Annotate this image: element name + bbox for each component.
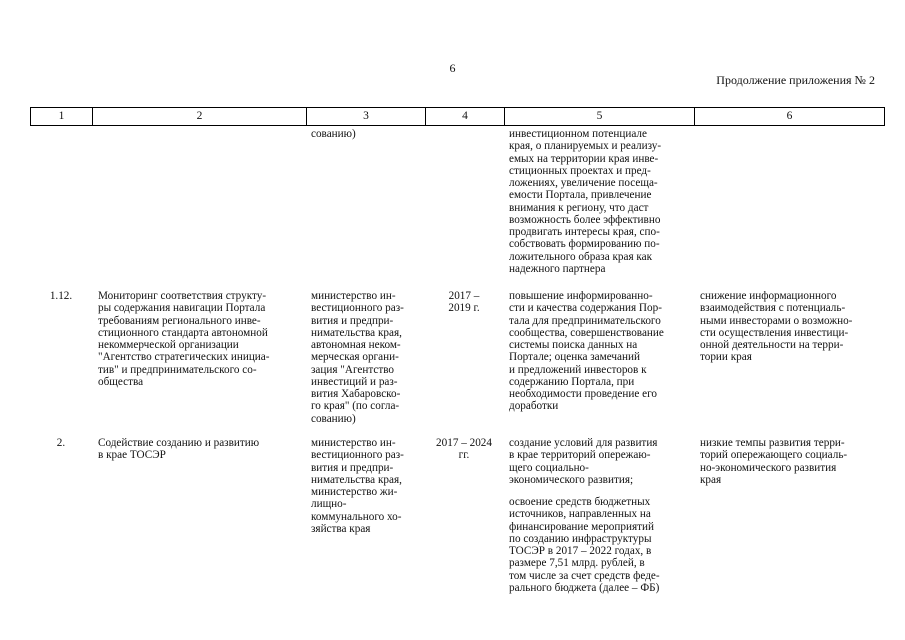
row-number: 2. (56, 437, 66, 449)
row-term: 2017 – 2024 гг. (436, 437, 492, 462)
page-number: 6 (449, 61, 456, 75)
row-measure: Мониторинг соответствия структу- ры содержания навигации Портала требованиям регионального инве- стиционного стандарта автономной некоммерческой организации "Агентство стратегических инициа- тив" и предпринимательского со- общества (98, 290, 270, 388)
column-header-4: 4 (426, 108, 505, 125)
continuation-label: Продолжение приложения № 2 (716, 73, 875, 87)
carryover-result: инвестиционном потенциале края, о планируемых и реализу- емых на территории края инве- стиционных проектах и пред- ложениях, увеличение посеща- емости Портала, привлечение внимания к региону, что даст возможность более эффективно продвигать интересы края, спо- собствовать формированию по- ложительного образа края как надежного партнера (509, 128, 662, 275)
row-consequence: низкие темпы развития терри- торий опережающего социаль- но-экономического развития края (700, 437, 848, 486)
column-header-6: 6 (786, 110, 793, 122)
column-header-5: 5 (505, 108, 695, 125)
row-result: повышение информированно- сти и качества содержания Пор- тала для предпринимательского сообщества, совершенствование системы поиска данных на Портале; оценка замечаний и предложений инвесторов к содержанию Портала, при необходимости проведение его доработки (509, 290, 664, 413)
row-result-extra: освоение средств бюджетных источников, направленных на финансирование мероприятий по созданию инфраструктуры ТОСЭР в 2017 – 2022 годах, в размере 7,51 млрд. рублей, в том числе за счет средств феде- рального бюджета (далее – ФБ) (509, 496, 660, 594)
row-executor: министерство ин- вестиционного раз- вития и предпри- нимательства края, автономная неком- мерческая органи- зация "Агентство инвестиций и раз- вития Хабаровско- го края" (по согла- сованию) (311, 290, 404, 425)
row-executor: министерство ин- вестиционного раз- вития и предпри- нимательства края, министерство жи- лищно- коммунального хо- зяйства края (311, 437, 404, 535)
column-header-2: 2 (93, 108, 307, 125)
column-header-3: 3 (307, 108, 426, 125)
row-measure: Содействие созданию и развитию в крае ТОСЭР (98, 437, 260, 462)
table-header-row (30, 107, 885, 126)
carryover-executor: сованию) (311, 128, 356, 140)
column-header-1: 1 (31, 108, 93, 125)
row-term: 2017 – 2019 г. (448, 290, 480, 315)
row-number: 1.12. (49, 290, 73, 302)
row-result: создание условий для развития в крае территорий опережаю- щего социально- экономического развития; (509, 437, 658, 486)
row-consequence: снижение информационного взаимодействия с потенциаль- ными инвесторами о возможно- сти осуществления инвестици- онной деятельности на терри- тории края (700, 290, 853, 364)
